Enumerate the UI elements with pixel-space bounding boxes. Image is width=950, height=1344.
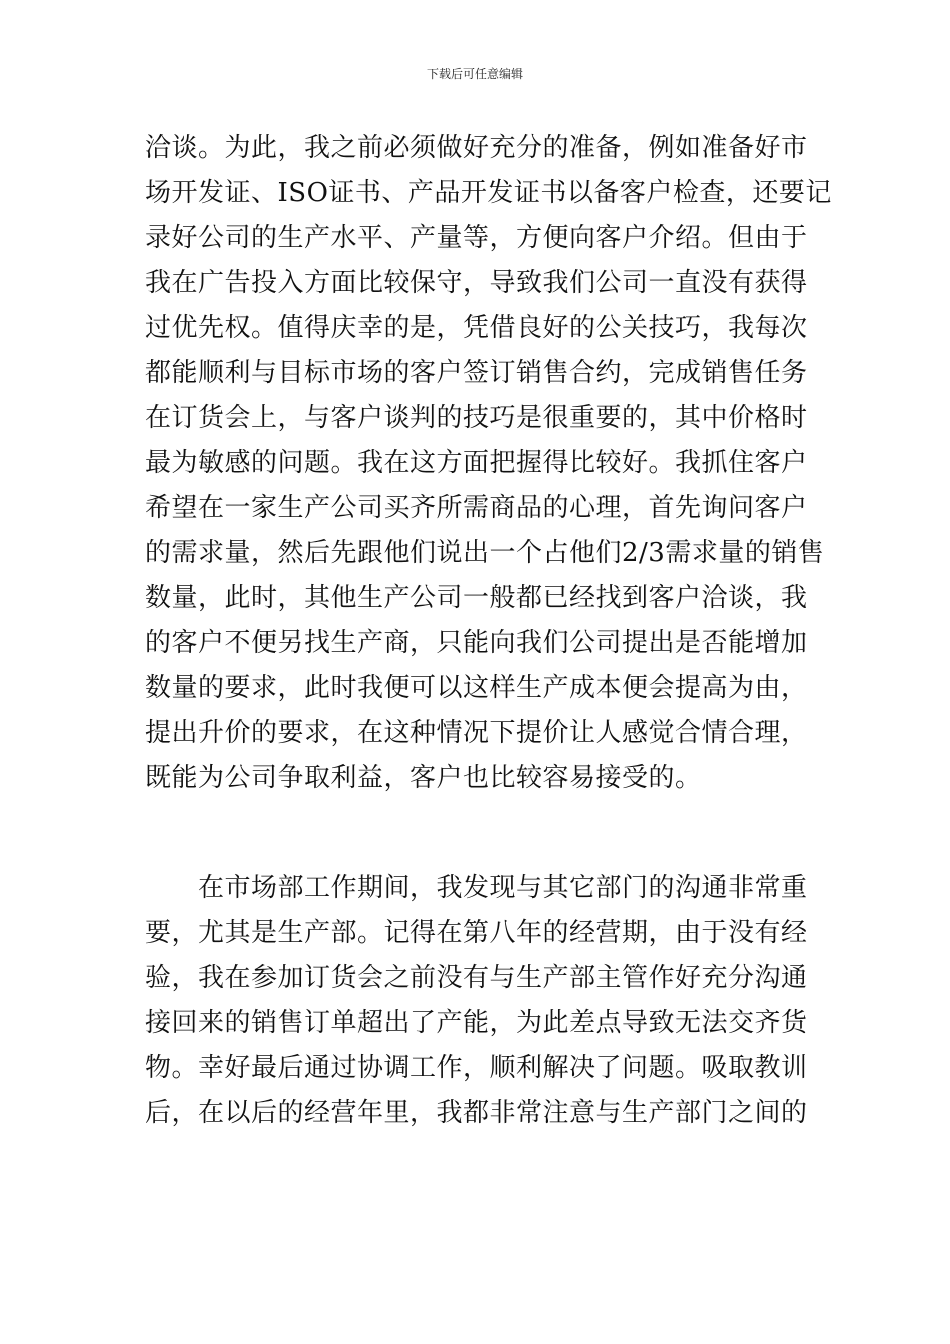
text-line: 最为敏感的问题。我在这方面把握得比较好。我抓住客户 [145,448,808,478]
text-line: 物。幸好最后通过协调工作，顺利解决了问题。吸取教训 [145,1053,808,1083]
text-line: 我在广告投入方面比较保守，导致我们公司一直没有获得 [145,268,808,298]
text-line: 的客户不便另找生产商，只能向我们公司提出是否能增加 [145,628,808,658]
text-line: 录好公司的生产水平、产量等，方便向客户介绍。但由于 [145,223,808,253]
text-line: 既能为公司争取利益，客户也比较容易接受的。 [145,763,702,793]
paragraph-spacer [145,801,810,866]
text-line: 提出升价的要求，在这种情况下提价让人感觉合情合理， [145,718,808,748]
text-line: 的需求量，然后先跟他们说出一个占他们2/3需求量的销售 [145,538,825,568]
text-line: 在订货会上，与客户谈判的技巧是很重要的，其中价格时 [145,403,808,433]
text-line-first-indented: 在市场部工作期间，我发现与其它部门的沟通非常重 [198,873,808,903]
text-line: 场开发证、ISO证书、产品开发证书以备客户检查，还要记 [145,178,832,208]
text-line: 接回来的销售订单超出了产能，为此差点导致无法交齐货 [145,1008,808,1038]
text-line: 洽谈。为此，我之前必须做好充分的准备，例如准备好市 [145,133,808,163]
paragraph-1 [145,126,832,801]
text-line: 都能顺利与目标市场的客户签订销售合约，完成销售任务 [145,358,808,388]
paragraph-2 [145,866,810,1136]
text-line: 过优先权。值得庆幸的是，凭借良好的公关技巧，我每次 [145,313,808,343]
text-line: 要，尤其是生产部。记得在第八年的经营期，由于没有经 [145,918,808,948]
text-line: 数量的要求，此时我便可以这样生产成本便会提高为由， [145,673,808,703]
text-line: 希望在一家生产公司买齐所需商品的心理，首先询问客户 [145,493,808,523]
document-body [145,126,832,1136]
text-line: 数量，此时，其他生产公司一般都已经找到客户洽谈，我 [145,583,808,613]
text-line: 后，在以后的经营年里，我都非常注意与生产部门之间的 [145,1098,808,1128]
text-line: 验，我在参加订货会之前没有与生产部主管作好充分沟通 [145,963,808,993]
page-header: 下载后可任意编辑 [426,67,523,81]
